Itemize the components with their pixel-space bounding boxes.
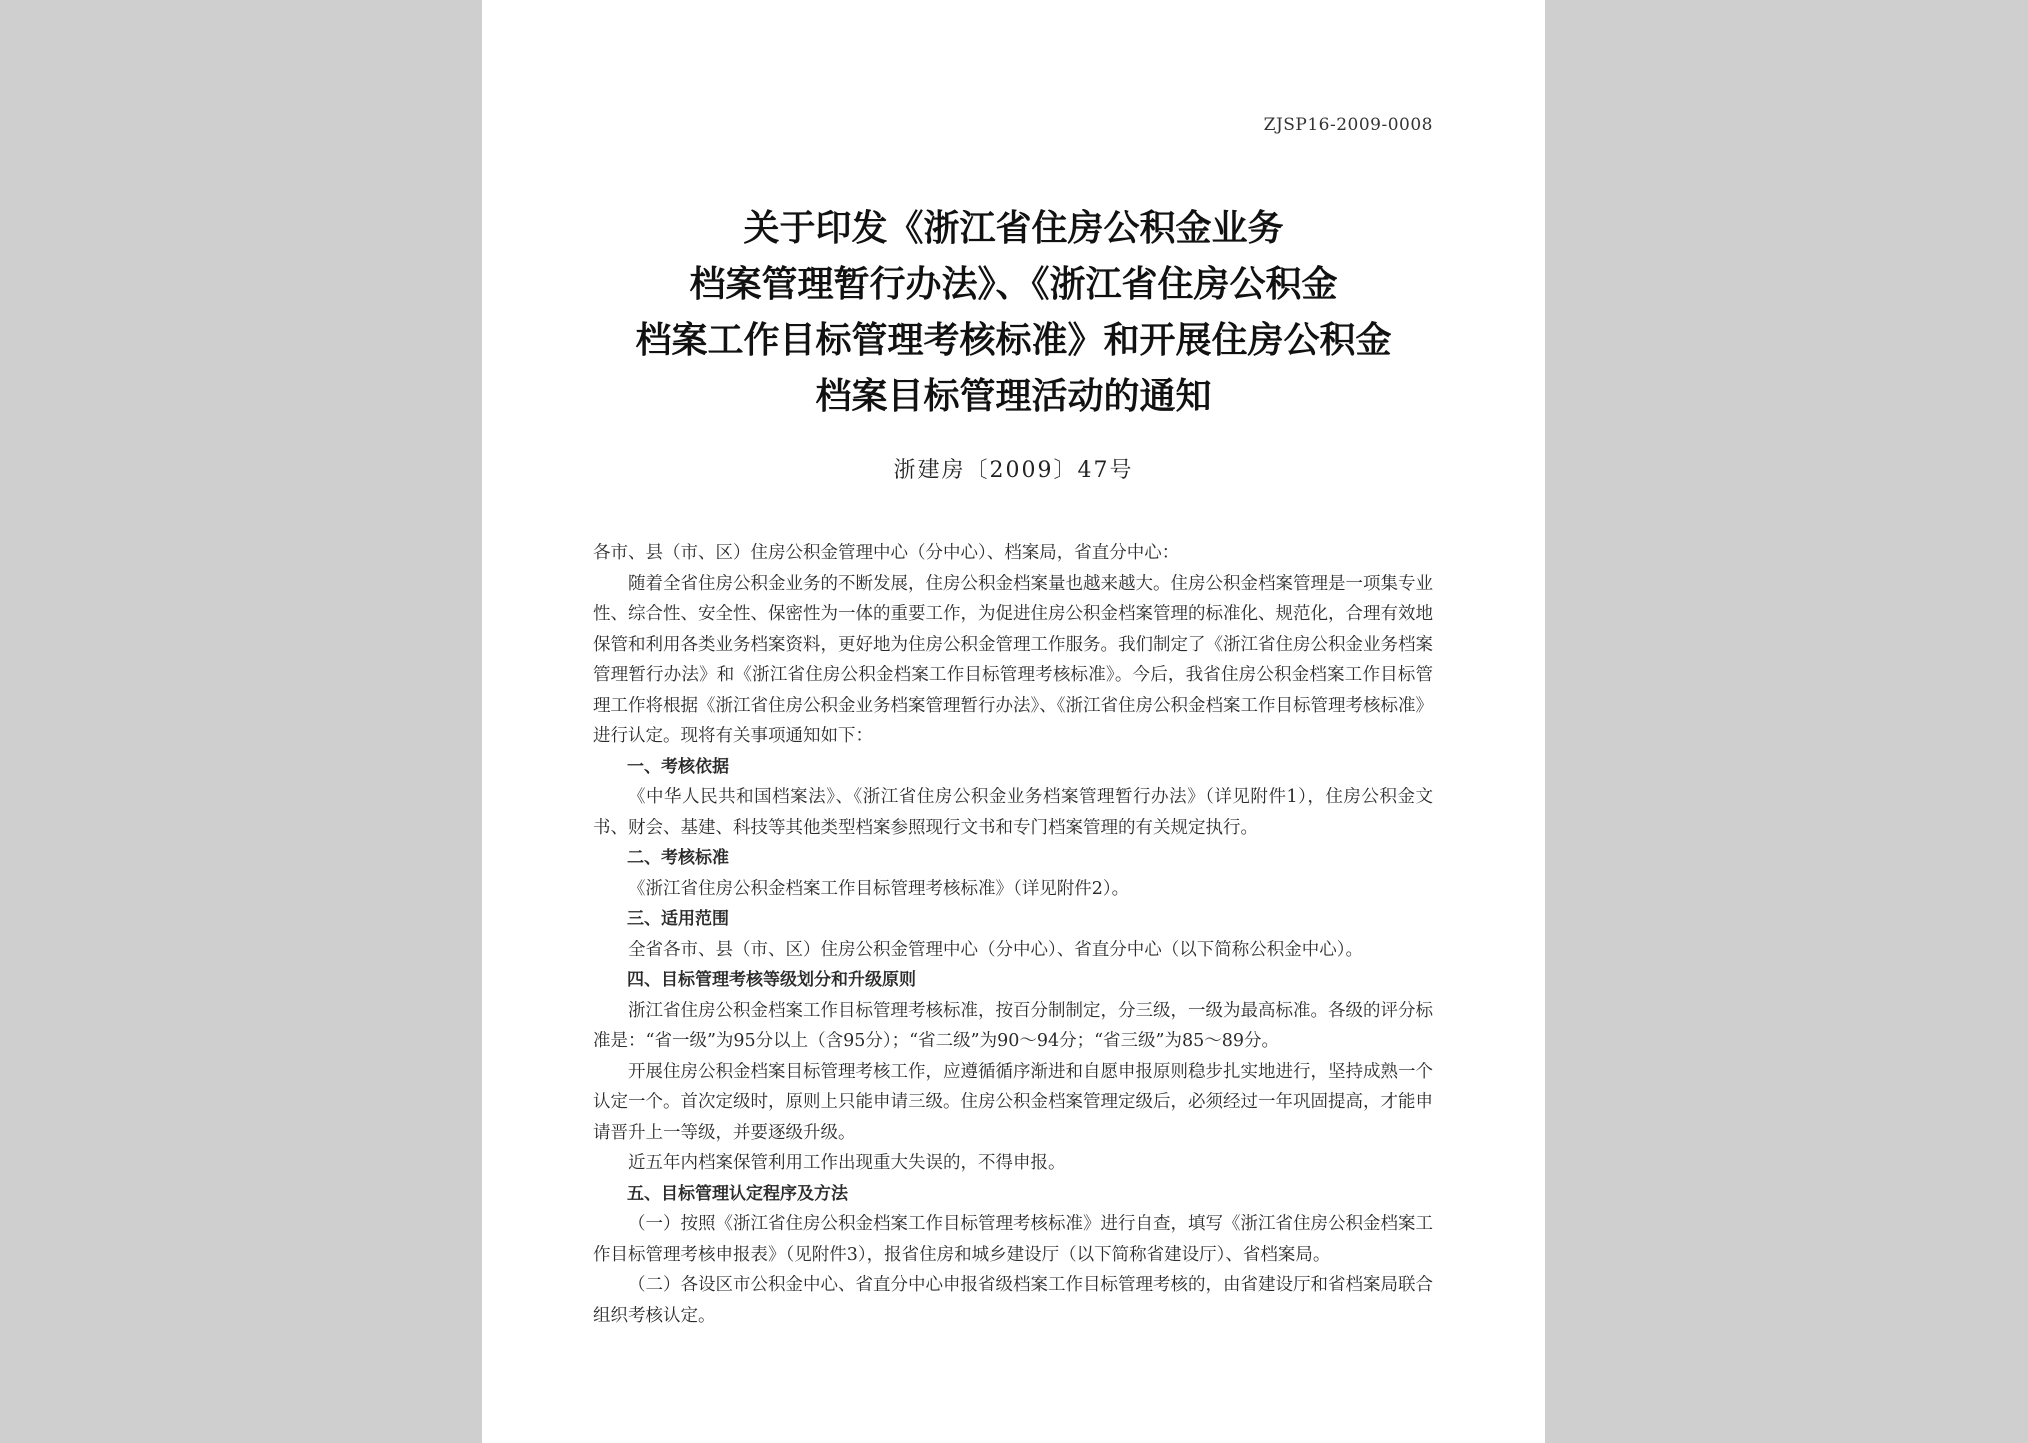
section-heading: 五、目标管理认定程序及方法 (627, 1183, 848, 1204)
title-line: 档案目标管理活动的通知 (815, 375, 1212, 417)
paragraph: （二）各设区市公积金中心、省直分中心申报省级档案工作目标管理考核的，由省建设厅和省档案局联合组织考核认定。 (593, 1275, 1433, 1326)
document-code: ZJSP16-2009-0008 (1263, 115, 1433, 135)
document-title (482, 200, 1545, 424)
document-body (593, 538, 1433, 1331)
paragraph: 《浙江省住房公积金档案工作目标管理考核标准》（详见附件2）。 (628, 878, 1130, 899)
salutation: 各市、县（市、区）住房公积金管理中心（分中心）、档案局，省直分中心： (593, 543, 1180, 563)
section-heading: 四、目标管理考核等级划分和升级原则 (627, 970, 916, 990)
paragraph: 浙江省住房公积金档案工作目标管理考核标准，按百分制制定，分三级，一级为最高标准。各级的评分标准是：“省一级”为95分以上（含95分）；“省二级”为90～94分；“省三级”为85～89分。 (593, 1000, 1433, 1051)
paragraph: 《中华人民共和国档案法》、《浙江省住房公积金业务档案管理暂行办法》（详见附件1），住房公积金文书、财会、基建、科技等其他类型档案参照现行文书和专门档案管理的有关规定执行。 (593, 787, 1433, 838)
title-line: 档案工作目标管理考核标准》和开展住房公积金 (635, 319, 1392, 361)
intro-paragraph: 随着全省住房公积金业务的不断发展，住房公积金档案量也越来越大。住房公积金档案管理是一项集专业性、综合性、安全性、保密性为一体的重要工作，为促进住房公积金档案管理的标准化、规范化，合理有效地保管和利用各类业务档案资料，更好地为住房公积金管理工作服务。我们制定了《浙江省住房公积金业务档案管理暂行办法》和《浙江省住房公积金档案工作目标管理考核标准》。今后，我省住房公积金档案工作目标管理工作将根据《浙江省住房公积金业务档案管理暂行办法》、《浙江省住房公积金档案工作目标管理考核标准》进行认定。现将有关事项通知如下： (593, 573, 1433, 746)
title-line: 档案管理暂行办法》、《浙江省住房公积金 (689, 263, 1338, 305)
document-number: 浙建房〔2009〕47号 (893, 458, 1134, 483)
document-page (482, 0, 1545, 1443)
paragraph: 近五年内档案保管利用工作出现重大失误的，不得申报。 (628, 1153, 1066, 1173)
paragraph: 开展住房公积金档案目标管理考核工作，应遵循循序渐进和自愿申报原则稳步扎实地进行，坚持成熟一个认定一个。首次定级时，原则上只能申请三级。住房公积金档案管理定级后，必须经过一年巩固提高，才能申请晋升上一等级，并要逐级升级。 (593, 1061, 1433, 1143)
paragraph: 全省各市、县（市、区）住房公积金管理中心（分中心）、省直分中心（以下简称公积金中心）。 (628, 939, 1363, 960)
section-heading: 二、考核标准 (627, 848, 729, 868)
title-line: 关于印发《浙江省住房公积金业务 (743, 207, 1284, 249)
section-heading: 一、考核依据 (627, 756, 729, 777)
section-heading: 三、适用范围 (627, 909, 729, 929)
paragraph: （一）按照《浙江省住房公积金档案工作目标管理考核标准》进行自查，填写《浙江省住房公积金档案工作目标管理考核申报表》（见附件3），报省住房和城乡建设厅（以下简称省建设厅）、省档案局。 (593, 1214, 1433, 1265)
